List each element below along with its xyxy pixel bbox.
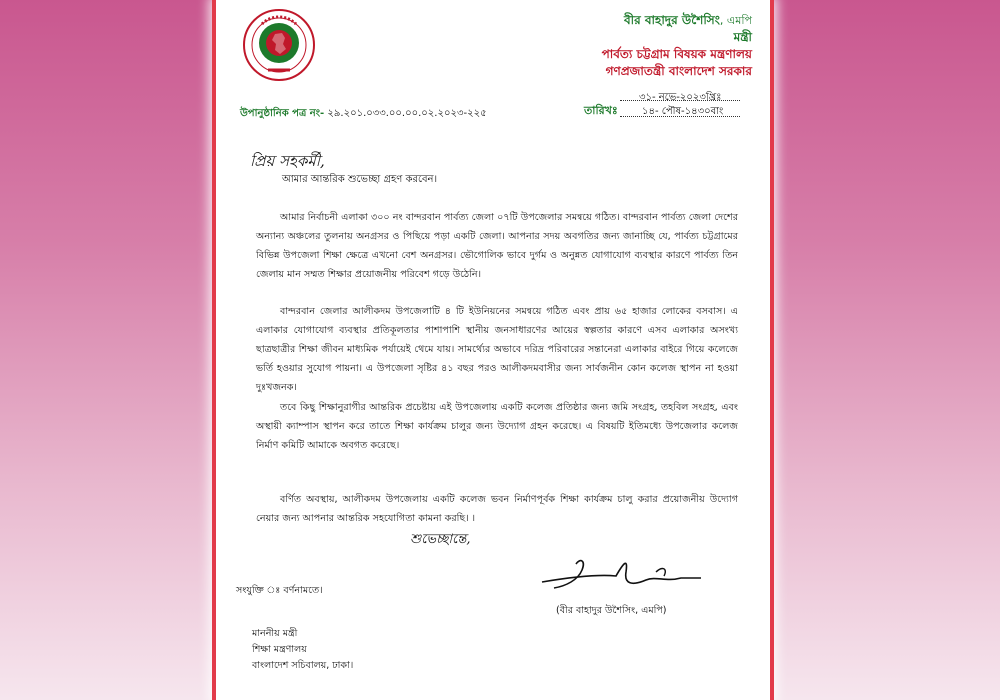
paragraph-1: আমার নির্বাচনী এলাকা ৩০০ নং বান্দরবান পার্বত্য জেলা ০৭টি উপজেলার সমন্বয়ে গঠিত। বান্দরবান পার্বত্য জেলা দেশের অন্যান্য অঞ্চলের তুলনায় অনগ্রসর ও পিছিয়ে পড়া একটি জেলা। আপনার সদয় অবগতির জন্য জানাচ্ছি যে, পার্বত্য চট্টগ্রামের বিভিন্ন উপজেলা শিক্ষা ক্ষেত্রে এখনো বেশ অনগ্রসর। ভৌগোলিক ভাবে দুর্গম ও অনুন্নত যোগাযোগ ব্যবস্থার কারণে পার্বত্য তিন জেলায় মান সম্মত শিক্ষার প্রয়োজনীয় পরিবেশ গড়ে উঠেনি।: [256, 212, 738, 280]
date-divider: [620, 100, 740, 101]
date-label: তারিখঃ: [584, 104, 618, 117]
sender-name: বীর বাহাদুর উশৈসিং: [623, 13, 720, 27]
government-name: গণপ্রজাতন্ত্রী বাংলাদেশ সরকার: [605, 64, 752, 78]
paragraph-3: তবে কিছু শিক্ষানুরাগীর আন্তরিক প্রচেষ্টায় এই উপজেলায় একটি কলেজ প্রতিষ্ঠার জন্য জমি সংগ্রহ, তহবিল সংগ্রহ, এবং অস্থায়ী ক্যাম্পাস স্থাপন করে তাতে শিক্ষা কার্যক্রম চালুর জন্য উদ্যোগ গ্রহন করেছে। এ বিষয়টি ইতিমধ্যে উপজেলার কলেজ নির্মাণ কমিটি আমাকে অবগত করেছে।: [256, 402, 738, 451]
date-gregorian: ৩১- নভে-২০২৩খ্রিঃ: [639, 92, 722, 103]
paragraph-4: বর্ণিত অবস্থায়, আলীকদম উপজেলায় একটি কলেজ ভবন নির্মাণপূর্বক শিক্ষা কার্যক্রম চালু করার প্রয়োজনীয় উদ্যোগ নেয়ার জন্য আপনার আন্তরিক সহযোগিতা কামনা করছি। ।: [256, 494, 738, 524]
reference-value: ২৯.২০১.০৩৩.০০.০০.০২.২০২৩-২২৫: [327, 108, 487, 119]
sender-title: মন্ত্রী: [733, 30, 752, 44]
letterhead: [602, 12, 752, 80]
ministry-name: পার্বত্য চট্টগ্রাম বিষয়ক মন্ত্রণালয়: [601, 47, 752, 61]
recipient-block: [252, 626, 353, 674]
government-seal-icon: [242, 8, 316, 82]
enclosure-note: সংযুক্তি ঃ বর্ণনামতে।: [236, 585, 323, 596]
sender-suffix: , এমপি: [719, 14, 752, 27]
paragraph-2: বান্দরবান জেলার আলীকদম উপজেলাটি ৪ টি ইউনিয়নের সমন্বয়ে গঠিত এবং প্রায় ৬৫ হাজার লোকের বসবাস। এ এলাকার যোগাযোগ ব্যবস্থার প্রতিকূলতার পাশাপাশি স্থানীয় জনসাধারণের আয়ের স্বল্পতার কারণে এসব এলাকার অসংখ্য ছাত্রছাত্রীর শিক্ষা জীবন মাধ্যমিক পর্যায়েই থেমে যায়। সামর্থ্যের অভাবে দরিদ্র পরিবারের সন্তানেরা এলাকার বাইরে গিয়ে কলেজে ভর্তি হওয়ার সুযোগ পায়না। এ উপজেলা সৃষ্টির ৪১ বছর পরও আলীকদমবাসীর জন্য সার্বজনীন কোন কলেজ স্থাপন না হওয়া দুঃখজনক।: [256, 306, 738, 393]
recipient-line-1: মাননীয় মন্ত্রী: [252, 628, 298, 639]
closing: শুভেচ্ছান্তে,: [410, 532, 471, 547]
date-underline: [620, 116, 740, 117]
letter-page: [222, 4, 762, 692]
date-bengali: ১৪- পৌষ-১৪৩০বাং: [642, 106, 724, 117]
signatory-name: (বীর বাহাদুর উশৈসিং, এমপি): [556, 605, 667, 616]
reference-label: উপানুষ্ঠানিক পত্র নং-: [240, 108, 325, 119]
signature-icon: [536, 552, 706, 597]
reference-number: [240, 106, 487, 123]
recipient-line-3: বাংলাদেশ সচিবালয়, ঢাকা।: [252, 660, 354, 671]
greeting: আমার আন্তরিক শুভেচ্ছা গ্রহণ করবেন।: [282, 174, 438, 185]
recipient-line-2: শিক্ষা মন্ত্রণালয়: [252, 644, 307, 655]
salutation: প্রিয় সহকর্মী,: [250, 152, 325, 170]
